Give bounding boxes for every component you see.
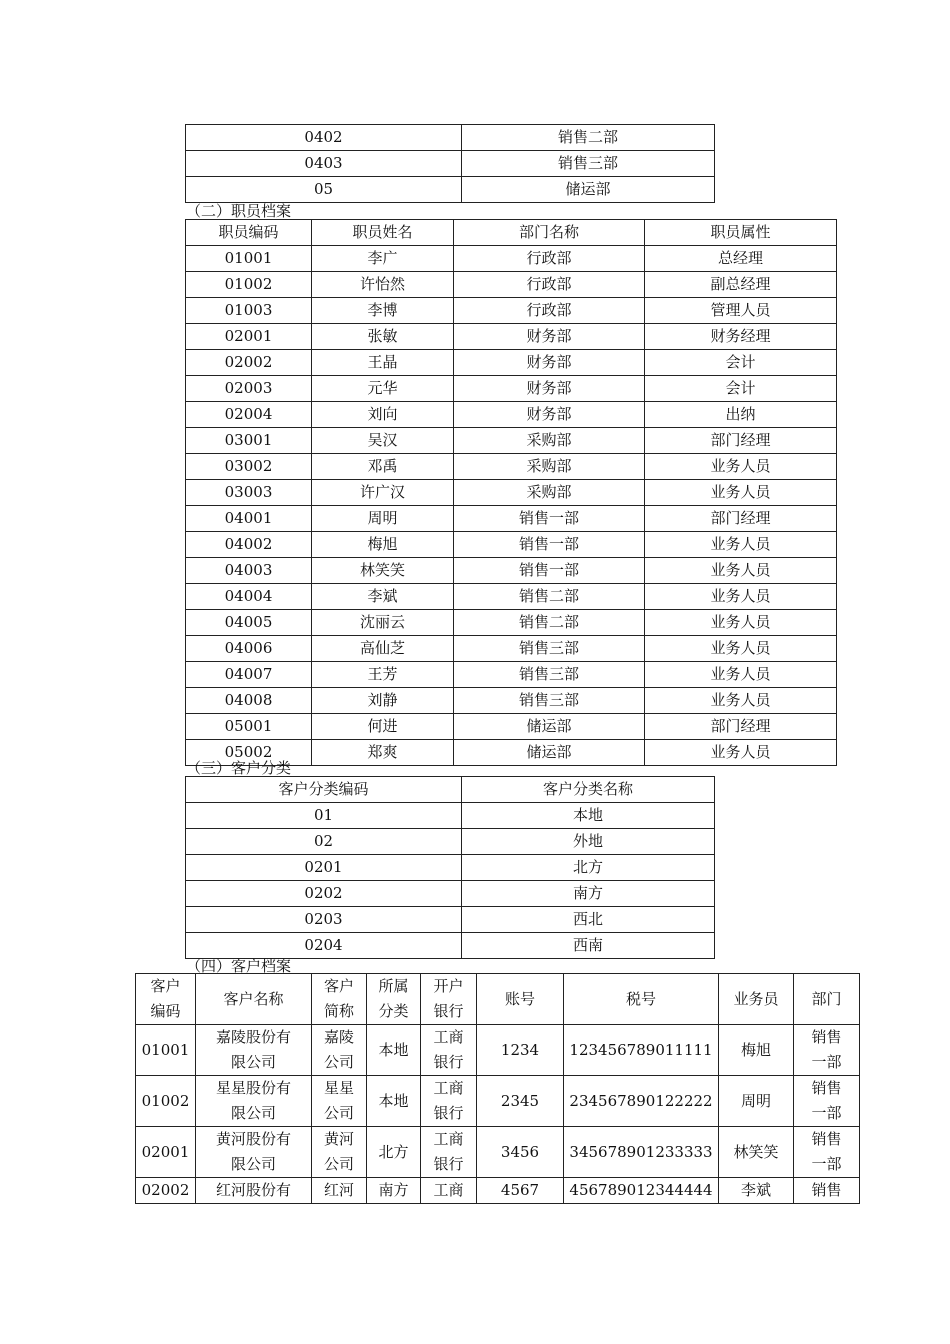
customer-category-section-heading: （三）客户分类: [186, 759, 292, 777]
column-header: 部门名称: [454, 220, 645, 246]
department-name-cell: 销售三部: [454, 688, 645, 714]
employee-role-cell: 业务人员: [645, 636, 837, 662]
table-row: [186, 402, 837, 428]
salesperson-cell: [719, 1127, 794, 1178]
employee-name-cell: 刘静: [312, 688, 454, 714]
employee-code-cell: 01003: [186, 298, 312, 324]
employee-code-cell: 04006: [186, 636, 312, 662]
employee-name-cell: 王晶: [312, 350, 454, 376]
employee-role-cell: 业务人员: [645, 662, 837, 688]
cell-line: 客户: [150, 977, 181, 995]
employee-role-cell: 业务人员: [645, 454, 837, 480]
employee-code-cell: 02002: [186, 350, 312, 376]
cell-line: 公司: [323, 1104, 354, 1122]
department-name-cell: 销售三部: [454, 662, 645, 688]
employee-code-cell: 03002: [186, 454, 312, 480]
customer-short-name-cell: [312, 1178, 367, 1204]
employee-name-cell: 何进: [312, 714, 454, 740]
employee-role-cell: 业务人员: [645, 584, 837, 610]
employee-role-cell: 会计: [645, 350, 837, 376]
cell-line: 销售: [811, 1130, 842, 1148]
employee-role-cell: 业务人员: [645, 480, 837, 506]
category-code-cell: 0202: [186, 881, 462, 907]
table-row: [136, 1025, 860, 1076]
cell-line: 一部: [811, 1155, 842, 1173]
table-row: [186, 376, 837, 402]
table-row: [186, 933, 715, 959]
employee-name-cell: 王芳: [312, 662, 454, 688]
column-header: [196, 974, 312, 1025]
cell-line: 嘉陵: [323, 1028, 354, 1046]
table-row: [186, 454, 837, 480]
category-name-cell: 南方: [462, 881, 715, 907]
employee-role-cell: 财务经理: [645, 324, 837, 350]
department-name-cell: 采购部: [454, 428, 645, 454]
cell-line: 3456: [500, 1142, 540, 1161]
salesperson-cell: [719, 1025, 794, 1076]
category-cell: [367, 1178, 421, 1204]
employee-code-cell: 05001: [186, 714, 312, 740]
department-name-cell: 行政部: [454, 298, 645, 324]
customer-short-name-cell: [312, 1076, 367, 1127]
account-cell: [477, 1076, 564, 1127]
customer-name-cell: [196, 1127, 312, 1178]
table-row: [136, 1127, 860, 1178]
cell-line: 一部: [811, 1104, 842, 1122]
customer-short-name-cell: [312, 1127, 367, 1178]
customer-table-header: [136, 974, 860, 1025]
tax-id-cell: [564, 1076, 719, 1127]
department-name-cell: 财务部: [454, 350, 645, 376]
cell-line: 客户: [323, 977, 354, 995]
employee-code-cell: 02001: [186, 324, 312, 350]
cell-line: 公司: [323, 1155, 354, 1173]
tax-id-cell: [564, 1178, 719, 1204]
column-header: 客户分类编码: [186, 777, 462, 803]
cell-line: 梅旭: [740, 1040, 771, 1059]
employee-name-cell: 李斌: [312, 584, 454, 610]
column-header: [367, 974, 421, 1025]
category-cell: [367, 1025, 421, 1076]
salesperson-cell: [719, 1076, 794, 1127]
table-row: [186, 151, 715, 177]
employee-name-cell: 林笑笑: [312, 558, 454, 584]
table-row: [186, 584, 837, 610]
cell-line: 2345: [500, 1091, 540, 1110]
customer-table: [135, 973, 860, 1204]
cell-line: 客户名称: [223, 989, 284, 1008]
employee-name-cell: 沈丽云: [312, 610, 454, 636]
cell-line: 工商: [433, 1079, 464, 1097]
employee-section-heading: （二）职员档案: [186, 202, 292, 220]
employee-name-cell: 李博: [312, 298, 454, 324]
table-row: [186, 506, 837, 532]
table-row: [186, 428, 837, 454]
cell-line: 456789012344444: [569, 1181, 713, 1199]
cell-line: 业务员: [733, 989, 779, 1008]
cell-line: 银行: [433, 1155, 464, 1173]
cell-line: 销售: [811, 1028, 842, 1046]
employee-table-header: [186, 220, 837, 246]
table-row: [186, 298, 837, 324]
department-cell: [794, 1127, 860, 1178]
cell-line: 嘉陵股份有: [215, 1028, 291, 1046]
table-row: [186, 246, 837, 272]
department-name-cell: 销售三部: [462, 151, 715, 177]
employee-role-cell: 业务人员: [645, 532, 837, 558]
account-cell: [477, 1178, 564, 1204]
bank-cell: [421, 1127, 477, 1178]
cell-line: 一部: [811, 1053, 842, 1071]
cell-line: 红河股份有: [215, 1181, 291, 1199]
cell-line: 部门: [811, 989, 842, 1008]
cell-line: 02001: [141, 1142, 190, 1161]
column-header: 职员属性: [645, 220, 837, 246]
department-name-cell: 储运部: [462, 177, 715, 203]
category-cell: [367, 1076, 421, 1127]
customer-section-heading: （四）客户档案: [186, 957, 292, 975]
table-row: [186, 714, 837, 740]
table-row: [186, 532, 837, 558]
cell-line: 1234: [500, 1040, 540, 1059]
column-header: [477, 974, 564, 1025]
employee-name-cell: 许广汉: [312, 480, 454, 506]
employee-code-cell: 04001: [186, 506, 312, 532]
bank-cell: [421, 1076, 477, 1127]
department-name-cell: 行政部: [454, 272, 645, 298]
table-row: [186, 177, 715, 203]
table-row: [186, 907, 715, 933]
column-header: 职员姓名: [312, 220, 454, 246]
cell-line: 01001: [141, 1040, 190, 1059]
bank-cell: [421, 1025, 477, 1076]
cell-line: 本地: [378, 1091, 409, 1110]
customer-code-cell: [136, 1178, 196, 1204]
account-cell: [477, 1025, 564, 1076]
category-code-cell: 01: [186, 803, 462, 829]
employee-table: [185, 219, 837, 766]
employee-code-cell: 05002: [186, 740, 312, 766]
department-name-cell: 销售三部: [454, 636, 645, 662]
customer-code-cell: [136, 1127, 196, 1178]
department-name-cell: 销售二部: [462, 125, 715, 151]
column-header: [794, 974, 860, 1025]
department-name-cell: 销售一部: [454, 506, 645, 532]
table-row: [186, 803, 715, 829]
department-cell: [794, 1025, 860, 1076]
cell-line: 银行: [433, 1053, 464, 1071]
customer-name-cell: [196, 1178, 312, 1204]
cell-line: 黄河: [323, 1130, 354, 1148]
account-cell: [477, 1127, 564, 1178]
cell-line: 黄河股份有: [215, 1130, 291, 1148]
customer-table-body: [136, 1025, 860, 1204]
department-name-cell: 财务部: [454, 324, 645, 350]
table-row: [186, 855, 715, 881]
employee-name-cell: 吴汉: [312, 428, 454, 454]
employee-role-cell: 管理人员: [645, 298, 837, 324]
column-header: 客户分类名称: [462, 777, 715, 803]
cell-line: 工商: [433, 1130, 464, 1148]
employee-role-cell: 副总经理: [645, 272, 837, 298]
table-row: [186, 636, 837, 662]
table-row: [186, 881, 715, 907]
department-name-cell: 储运部: [454, 740, 645, 766]
department-name-cell: 销售一部: [454, 532, 645, 558]
cell-line: 星星股份有: [215, 1079, 291, 1097]
department-table-body: [186, 125, 715, 203]
column-header: [136, 974, 196, 1025]
customer-category-table: [185, 776, 715, 959]
cell-line: 林笑笑: [733, 1142, 779, 1161]
customer-short-name-cell: [312, 1025, 367, 1076]
cell-line: 01002: [141, 1091, 190, 1110]
cell-line: 开户: [433, 977, 464, 995]
department-name-cell: 行政部: [454, 246, 645, 272]
cell-line: 限公司: [230, 1155, 276, 1173]
employee-code-cell: 04004: [186, 584, 312, 610]
employee-code-cell: 04002: [186, 532, 312, 558]
employee-code-cell: 02004: [186, 402, 312, 428]
department-name-cell: 采购部: [454, 454, 645, 480]
customer-name-cell: [196, 1076, 312, 1127]
employee-name-cell: 郑爽: [312, 740, 454, 766]
category-cell: [367, 1127, 421, 1178]
table-row: [186, 272, 837, 298]
employee-role-cell: 部门经理: [645, 428, 837, 454]
employee-role-cell: 业务人员: [645, 688, 837, 714]
table-row: [186, 558, 837, 584]
cell-line: 销售: [811, 1079, 842, 1097]
employee-name-cell: 周明: [312, 506, 454, 532]
cell-line: 周明: [740, 1091, 771, 1110]
category-code-cell: 0203: [186, 907, 462, 933]
cell-line: 简称: [323, 1002, 354, 1020]
employee-name-cell: 元华: [312, 376, 454, 402]
employee-code-cell: 04005: [186, 610, 312, 636]
cell-line: 分类: [378, 1002, 409, 1020]
table-row: [186, 350, 837, 376]
category-code-cell: 02: [186, 829, 462, 855]
employee-name-cell: 刘向: [312, 402, 454, 428]
cell-line: 账号: [504, 989, 535, 1008]
employee-name-cell: 邓禹: [312, 454, 454, 480]
department-code-cell: 0403: [186, 151, 462, 177]
column-header: [312, 974, 367, 1025]
employee-role-cell: 业务人员: [645, 558, 837, 584]
employee-role-cell: 总经理: [645, 246, 837, 272]
cell-line: 红河: [323, 1181, 354, 1199]
department-name-cell: 储运部: [454, 714, 645, 740]
cell-line: 银行: [433, 1104, 464, 1122]
employee-code-cell: 04007: [186, 662, 312, 688]
category-code-cell: 0201: [186, 855, 462, 881]
department-name-cell: 财务部: [454, 376, 645, 402]
category-code-cell: 0204: [186, 933, 462, 959]
table-row: [186, 662, 837, 688]
employee-code-cell: 01002: [186, 272, 312, 298]
table-row: [186, 480, 837, 506]
department-name-cell: 销售一部: [454, 558, 645, 584]
category-name-cell: 本地: [462, 803, 715, 829]
department-table: [185, 124, 715, 203]
cell-line: 限公司: [230, 1053, 276, 1071]
bank-cell: [421, 1178, 477, 1204]
employee-role-cell: 部门经理: [645, 714, 837, 740]
employee-name-cell: 梅旭: [312, 532, 454, 558]
cell-line: 北方: [378, 1142, 409, 1161]
column-header: [421, 974, 477, 1025]
department-name-cell: 销售二部: [454, 610, 645, 636]
department-name-cell: 销售二部: [454, 584, 645, 610]
employee-code-cell: 03003: [186, 480, 312, 506]
employee-name-cell: 许怡然: [312, 272, 454, 298]
tax-id-cell: [564, 1127, 719, 1178]
table-row: [186, 125, 715, 151]
employee-code-cell: 04003: [186, 558, 312, 584]
cell-line: 本地: [378, 1040, 409, 1059]
cell-line: 4567: [500, 1181, 540, 1199]
cell-line: 销售: [811, 1181, 842, 1199]
department-name-cell: 采购部: [454, 480, 645, 506]
column-header: [719, 974, 794, 1025]
customer-code-cell: [136, 1076, 196, 1127]
employee-role-cell: 业务人员: [645, 740, 837, 766]
employee-role-cell: 会计: [645, 376, 837, 402]
customer-category-table-header: [186, 777, 715, 803]
employee-role-cell: 出纳: [645, 402, 837, 428]
cell-line: 123456789011111: [569, 1040, 713, 1059]
cell-line: 李斌: [740, 1181, 771, 1199]
cell-line: 公司: [323, 1053, 354, 1071]
employee-code-cell: 01001: [186, 246, 312, 272]
cell-line: 银行: [433, 1002, 464, 1020]
category-name-cell: 西北: [462, 907, 715, 933]
category-name-cell: 北方: [462, 855, 715, 881]
department-cell: [794, 1178, 860, 1204]
customer-code-cell: [136, 1025, 196, 1076]
cell-line: 编码: [150, 1002, 181, 1020]
table-row: [186, 610, 837, 636]
cell-line: 所属: [378, 977, 409, 995]
cell-line: 工商: [433, 1028, 464, 1046]
employee-code-cell: 02003: [186, 376, 312, 402]
salesperson-cell: [719, 1178, 794, 1204]
employee-role-cell: 业务人员: [645, 610, 837, 636]
column-header: [564, 974, 719, 1025]
department-cell: [794, 1076, 860, 1127]
employee-code-cell: 04008: [186, 688, 312, 714]
employee-name-cell: 张敏: [312, 324, 454, 350]
department-code-cell: 05: [186, 177, 462, 203]
cell-line: 345678901233333: [569, 1142, 713, 1161]
cell-line: 税号: [625, 989, 656, 1008]
table-row: [186, 324, 837, 350]
table-row: [136, 1178, 860, 1204]
department-name-cell: 财务部: [454, 402, 645, 428]
customer-category-table-body: [186, 803, 715, 959]
table-row: [136, 1076, 860, 1127]
table-row: [186, 688, 837, 714]
department-code-cell: 0402: [186, 125, 462, 151]
cell-line: 南方: [378, 1181, 409, 1199]
cell-line: 限公司: [230, 1104, 276, 1122]
customer-name-cell: [196, 1025, 312, 1076]
column-header: 职员编码: [186, 220, 312, 246]
employee-role-cell: 部门经理: [645, 506, 837, 532]
tax-id-cell: [564, 1025, 719, 1076]
employee-name-cell: 高仙芝: [312, 636, 454, 662]
employee-code-cell: 03001: [186, 428, 312, 454]
employee-table-body: [186, 246, 837, 766]
cell-line: 234567890122222: [569, 1091, 713, 1110]
cell-line: 工商: [433, 1181, 464, 1199]
cell-line: 星星: [323, 1079, 354, 1097]
category-name-cell: 西南: [462, 933, 715, 959]
table-row: [186, 829, 715, 855]
cell-line: 02002: [141, 1181, 190, 1199]
category-name-cell: 外地: [462, 829, 715, 855]
employee-name-cell: 李广: [312, 246, 454, 272]
